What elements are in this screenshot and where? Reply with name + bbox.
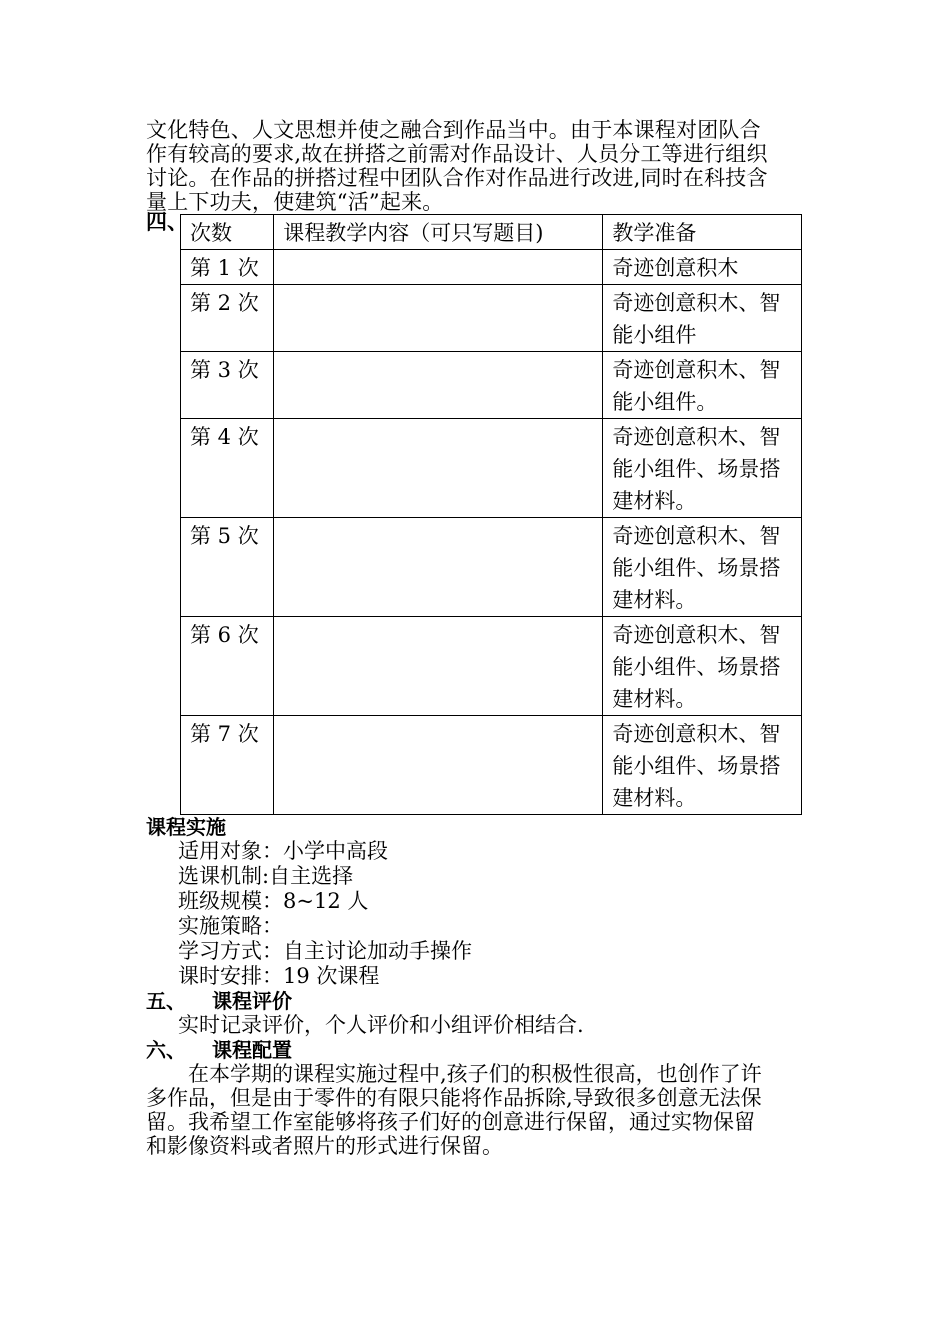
section-6-paragraph (146, 1062, 806, 1158)
intro-paragraph (146, 118, 806, 214)
session-cell: 第 6 次 (181, 617, 274, 716)
lesson-plan-table (180, 214, 802, 815)
prep-cell: 奇迹创意积木、智能小组件、场景搭建材料。 (603, 716, 802, 815)
section-5-title: 课程评价 (212, 989, 292, 1013)
implementation-list (146, 839, 806, 989)
intro-line: 讨论。在作品的拼搭过程中团队合作对作品进行改进,同时在科技含 (146, 166, 768, 190)
session-cell: 第 2 次 (181, 285, 274, 352)
section-4-block (146, 210, 806, 815)
section-6-line: 和影像资料或者照片的形式进行保留。 (146, 1134, 503, 1158)
list-item: 选课机制:自主选择 (178, 864, 354, 888)
section-6-line: 在本学期的课程实施过程中,孩子们的积极性很高，也创作了许 (188, 1062, 762, 1086)
section-4-label: 四、 (146, 210, 188, 234)
list-item: 班级规模：8~12 人 (178, 889, 369, 913)
table-row (181, 716, 802, 815)
content-cell (274, 285, 603, 352)
table-row (181, 285, 802, 352)
content-cell (274, 617, 603, 716)
intro-line: 量上下功夫，使建筑“活”起来。 (146, 190, 444, 214)
session-cell: 第 5 次 (181, 518, 274, 617)
table-row (181, 518, 802, 617)
header-session: 次数 (181, 215, 274, 250)
prep-cell: 奇迹创意积木 (603, 250, 802, 285)
section-5-text: 实时记录评价，个人评价和小组评价相结合. (178, 1013, 584, 1037)
content-cell (274, 419, 603, 518)
content-cell (274, 352, 603, 419)
document-page (146, 118, 806, 1158)
table-row (181, 250, 802, 285)
session-cell: 第 4 次 (181, 419, 274, 518)
list-item: 适用对象：小学中高段 (178, 839, 388, 863)
session-cell: 第 1 次 (181, 250, 274, 285)
implementation-heading: 课程实施 (146, 815, 226, 839)
prep-cell: 奇迹创意积木、智能小组件、场景搭建材料。 (603, 617, 802, 716)
section-6-number: 六、 (146, 1038, 186, 1062)
section-5-number: 五、 (146, 989, 186, 1013)
section-6-line: 多作品，但是由于零件的有限只能将作品拆除,导致很多创意无法保 (146, 1086, 762, 1110)
section-6-title: 课程配置 (212, 1038, 292, 1062)
list-item: 实施策略： (178, 914, 283, 938)
table-header-row (181, 215, 802, 250)
header-content: 课程教学内容（可只写题目) (274, 215, 603, 250)
prep-cell: 奇迹创意积木、智能小组件。 (603, 352, 802, 419)
intro-line: 作有较高的要求,故在拼搭之前需对作品设计、人员分工等进行组织 (146, 142, 768, 166)
section-6-heading (146, 1038, 806, 1062)
content-cell (274, 716, 603, 815)
table-row (181, 617, 802, 716)
prep-cell: 奇迹创意积木、智能小组件 (603, 285, 802, 352)
list-item: 学习方式：自主讨论加动手操作 (178, 939, 472, 963)
content-cell (274, 518, 603, 617)
intro-line: 文化特色、人文思想并使之融合到作品当中。由于本课程对团队合 (146, 118, 761, 142)
list-item: 课时安排：19 次课程 (178, 964, 380, 988)
table-row (181, 419, 802, 518)
prep-cell: 奇迹创意积木、智能小组件、场景搭建材料。 (603, 518, 802, 617)
table-row (181, 352, 802, 419)
section-5-heading (146, 989, 806, 1013)
section-6-line: 留。我希望工作室能够将孩子们好的创意进行保留，通过实物保留 (146, 1110, 755, 1134)
session-cell: 第 7 次 (181, 716, 274, 815)
prep-cell: 奇迹创意积木、智能小组件、场景搭建材料。 (603, 419, 802, 518)
content-cell (274, 250, 603, 285)
session-cell: 第 3 次 (181, 352, 274, 419)
header-prep: 教学准备 (603, 215, 802, 250)
